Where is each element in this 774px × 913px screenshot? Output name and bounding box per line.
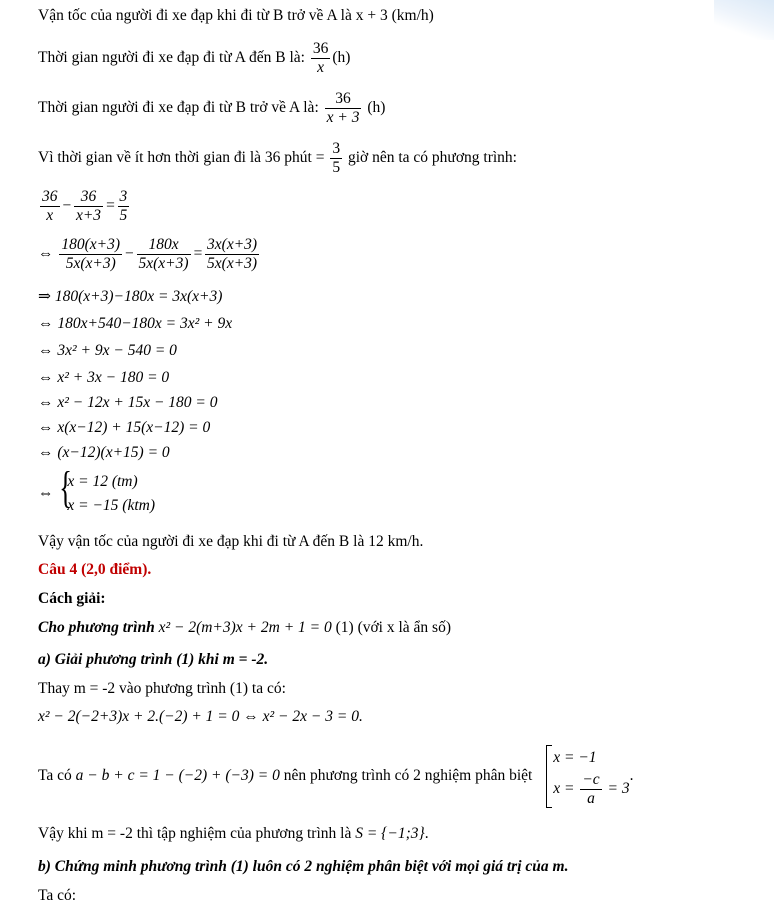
ta-co-text: Ta có: [38,887,77,904]
equation-9: ⇔ (x−12)(x+15) = 0 [38,444,170,461]
text-line: Thời gian người đi xe đạp đi từ B trở về A là: $\frac{36}{x + 3}$ (h) [38,90,386,126]
cach-giai-heading: Cách giải: [38,590,106,607]
conclusion-1: Vậy vận tốc của người đi xe đạp khi đi từ A đến B là 12 km/h. [38,533,424,550]
part-b-heading: b) Chứng minh phương trình (1) luôn có 2 nghiệm phân biệt với mọi giá trị của m. [38,858,569,875]
fraction: $\frac{3}{5}$ [332,140,341,176]
fraction: $\frac{36}{x + 3}$ [326,90,360,126]
substitute-equation: x² − 2(−2+3)x + 2.(−2) + 1 = 0 ⇔ x² − 2x − 3 = 0. [38,708,363,725]
roots-bracket: x = −1 x = $\frac{-c}{a}$ = 3 [546,745,629,808]
substitute-text: Thay m = -2 vào phương trình (1) ta có: [38,680,286,697]
equation-6: ⇔ x² + 3x − 180 = 0 [38,369,170,386]
vieta-line: Ta có a − b + c = 1 − (−2) + (−3) = 0 nên phương trình có 2 nghiệm phân biệt x = −1 x = $\frac{-c}{a}$ = 3 . [38,745,634,808]
equation-5: ⇔ 3x² + 9x − 540 = 0 [38,342,177,359]
part-a-heading: a) Giải phương trình (1) khi m = -2. [38,651,269,668]
equation-2: ⇔ $\frac{180(x+3)}{5x(x+3)}$ − $\frac{180x}{5x(x+3)}$ = $\frac{3x(x+3)}{5x(x+3)}$ [38,236,258,272]
fraction: $\frac{36}{x}$ [312,40,329,76]
text-line: Vì thời gian về ít hơn thời gian đi là 36 phút = $\frac{3}{5}$ giờ nên ta có phương trình: [38,140,517,176]
conclusion-2: Vậy khi m = -2 thì tập nghiệm của phương trình là S = {−1;3}. [38,825,429,842]
page-corner-decoration [714,0,774,40]
equation-10-system: ⇔ { x = 12 (tm) x = −15 (ktm) [38,463,156,514]
section-heading-cau4: Câu 4 (2,0 điểm). [38,561,152,578]
problem-statement: Cho phương trình x² − 2(m+3)x + 2m + 1 = 0 (1) (với x là ẩn số) [38,619,451,636]
equation-8: ⇔ x(x−12) + 15(x−12) = 0 [38,419,211,436]
text-line: Thời gian người đi xe đạp đi từ A đến B là: $\frac{36}{x}$ (h) [38,40,351,76]
equation-1: $\frac{36}{x}$ − $\frac{36}{x+3}$ = $\frac{3}{5}$ [42,188,128,224]
text-line: Vận tốc của người đi xe đạp khi đi từ B trở về A là x + 3 (km/h) [38,7,434,24]
equation-4: ⇔ 180x+540−180x = 3x² + 9x [38,315,233,332]
equation-3: ⇒ 180(x+3)−180x = 3x(x+3) [38,288,223,305]
curly-brace: { [59,463,73,512]
equation-7: ⇔ x² − 12x + 15x − 180 = 0 [38,394,218,411]
